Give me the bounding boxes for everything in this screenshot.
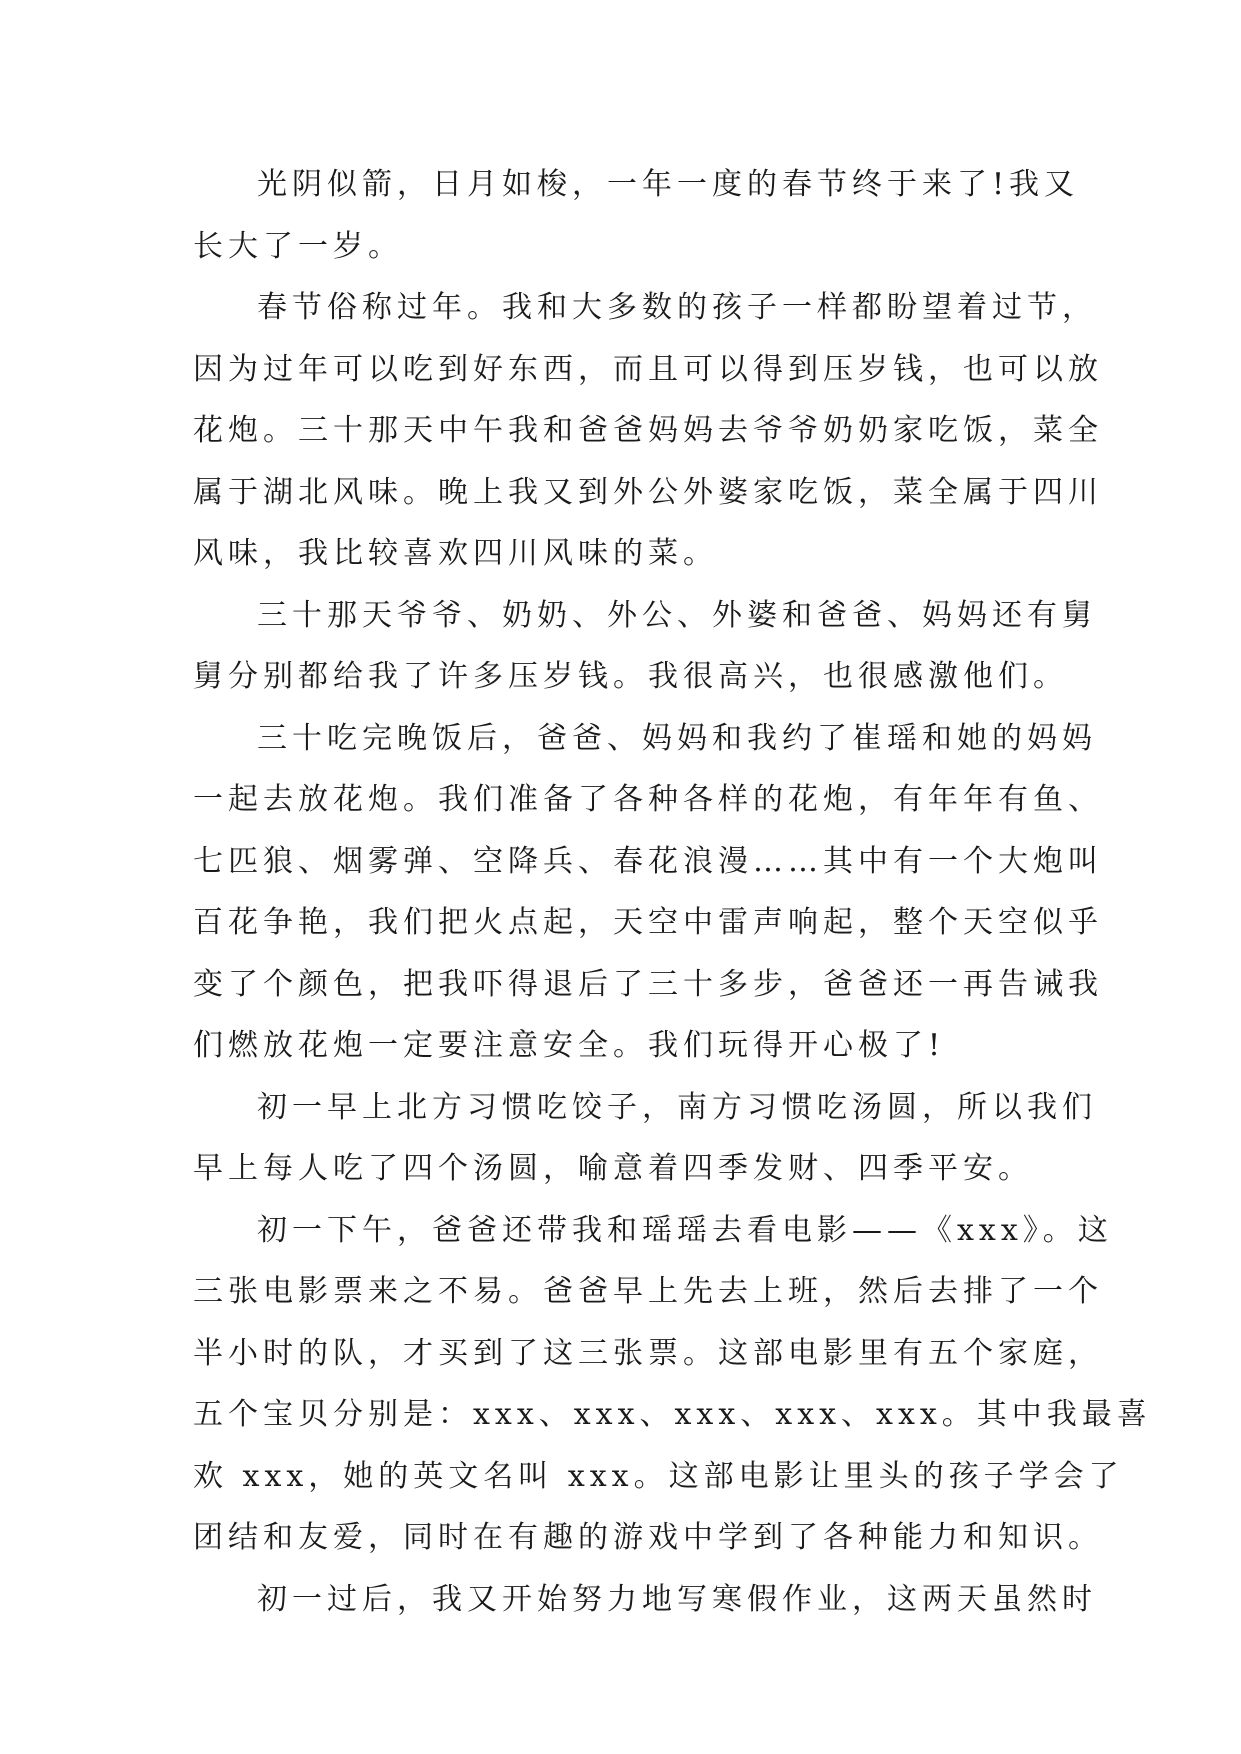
paragraph-line: 属于湖北风味。晚上我又到外公外婆家吃饭，菜全属于四川 [193,474,1103,510]
paragraph-first-line: 初一过后，我又开始努力地写寒假作业，这两天虽然时 [257,1581,1097,1617]
paragraph-line: 长大了一岁。 [193,228,403,264]
paragraph-line: 花炮。三十那天中午我和爸爸妈妈去爷爷奶奶家吃饭，菜全 [193,413,1103,448]
paragraph-line: 五个宝贝分别是：xxx、xxx、xxx、xxx、xxx。其中我最喜 [193,1397,1152,1432]
paragraph-line: 早上每人吃了四个汤圆，喻意着四季发财、四季平安。 [193,1151,1033,1186]
paragraph-line: 三张电影票来之不易。爸爸早上先去上班，然后去排了一个 [193,1274,1103,1309]
paragraph-first-line: 三十那天爷爷、奶奶、外公、外婆和爸爸、妈妈还有舅 [257,597,1097,633]
document-body [193,165,1152,1641]
paragraph-line: 风味，我比较喜欢四川风味的菜。 [193,536,718,571]
paragraph-first-line: 三十吃完晚饭后，爸爸、妈妈和我约了崔瑶和她的妈妈 [257,720,1097,756]
paragraph-line: 因为过年可以吃到好东西，而且可以得到压岁钱，也可以放 [193,351,1103,387]
paragraph-line: 一起去放花炮。我们准备了各种各样的花炮，有年年有鱼、 [193,782,1103,817]
paragraph-line: 舅分别都给我了许多压岁钱。我很高兴，也很感激他们。 [193,659,1068,694]
paragraph-line: 七匹狼、烟雾弹、空降兵、春花浪漫……其中有一个大炮叫 [193,843,1103,879]
paragraph-first-line: 初一早上北方习惯吃饺子，南方习惯吃汤圆，所以我们 [257,1089,1097,1125]
paragraph-first-line: 光阴似箭，日月如梭，一年一度的春节终于来了!我又 [257,167,1080,202]
paragraph-line: 欢 xxx，她的英文名叫 xxx。这部电影让里头的孩子学会了 [193,1458,1124,1494]
paragraph-line: 百花争艳，我们把火点起，天空中雷声响起，整个天空似乎 [193,905,1103,940]
paragraph-line: 变了个颜色，把我吓得退后了三十多步，爸爸还一再告诫我 [193,966,1103,1002]
paragraph-line: 半小时的队，才买到了这三张票。这部电影里有五个家庭， [193,1335,1103,1371]
paragraph-line: 团结和友爱，同时在有趣的游戏中学到了各种能力和知识。 [193,1520,1103,1555]
paragraph-line: 们燃放花炮一定要注意安全。我们玩得开心极了! [193,1028,946,1063]
paragraph-first-line: 初一下午，爸爸还带我和瑶瑶去看电影——《xxx》。这 [257,1212,1113,1248]
paragraph-first-line: 春节俗称过年。我和大多数的孩子一样都盼望着过节， [257,290,1097,325]
